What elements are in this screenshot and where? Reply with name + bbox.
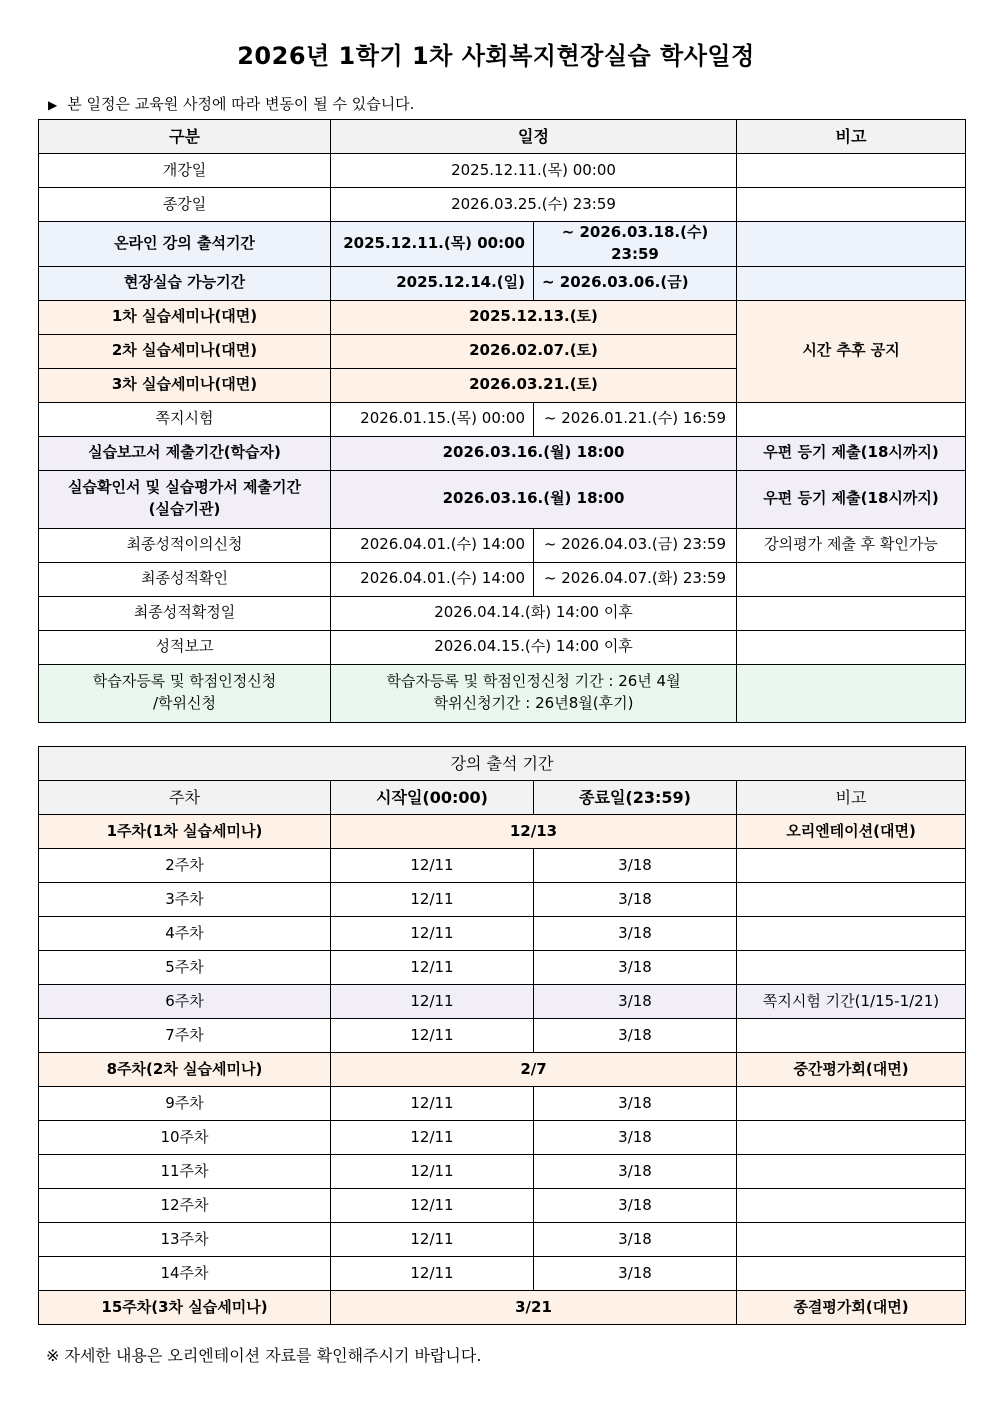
attendance-row [39,1223,966,1257]
row-practice [39,266,966,300]
week-end: 3/18 [534,883,737,917]
week-note: 종결평가회(대면) [737,1291,966,1325]
row-label-line-1: 실습확인서 및 실습평가서 제출기간 [67,478,302,497]
week-note [737,849,966,883]
row-date: 2026.04.14.(화) 14:00 이후 [331,596,737,630]
week-end: 3/18 [534,917,737,951]
row-quiz [39,402,966,436]
attendance-row [39,951,966,985]
row-date-line-2: 학위신청기간 : 26년8월(후기) [433,694,634,712]
week-note [737,1121,966,1155]
attendance-row [39,985,966,1019]
week-note: 오리엔테이션(대면) [737,815,966,849]
week-cell: 13주차 [39,1223,331,1257]
row-date [331,664,737,722]
row-report [39,436,966,470]
attendance-row [39,917,966,951]
week-start: 12/11 [331,917,534,951]
attendance-row [39,1257,966,1291]
attendance-row [39,1019,966,1053]
row-open [39,154,966,188]
header-note: 비고 [737,120,966,154]
schedule-header-row [39,120,966,154]
row-date: 2026.04.15.(수) 14:00 이후 [331,630,737,664]
attendance-row [39,1189,966,1223]
attendance-header-row [39,781,966,815]
week-start: 12/11 [331,1121,534,1155]
row-label-line-2: /학위신청 [152,694,216,712]
row-end: ~ 2026.04.07.(화) 23:59 [534,562,737,596]
row-start: 2026.01.15.(목) 00:00 [331,402,534,436]
attendance-rows [39,815,966,1325]
row-confirm [39,470,966,528]
week-note: 중간평가회(대면) [737,1053,966,1087]
week-end: 3/18 [534,1019,737,1053]
week-cell: 6주차 [39,985,331,1019]
week-cell: 4주차 [39,917,331,951]
row-start: 2026.04.01.(수) 14:00 [331,562,534,596]
row-start: 2025.12.11.(목) 00:00 [331,222,534,267]
row-label: 종강일 [39,188,331,222]
attendance-row [39,815,966,849]
row-date: 2026.03.25.(수) 23:59 [331,188,737,222]
notice-text: 본 일정은 교육원 사정에 따라 변동이 될 수 있습니다. [67,95,415,113]
row-note [737,222,966,267]
week-cell: 8주차(2차 실습세미나) [39,1053,331,1087]
row-label-line-2: (실습기관) [148,500,221,518]
header-note: 비고 [737,781,966,815]
triangle-bullet-icon: ▶ [48,98,58,112]
attendance-row [39,1087,966,1121]
row-start: 2026.04.01.(수) 14:00 [331,528,534,562]
week-start: 12/11 [331,1257,534,1291]
row-label: 현장실습 가능기간 [39,266,331,300]
row-note [737,266,966,300]
row-grade-check [39,562,966,596]
attendance-row [39,1155,966,1189]
week-start: 12/11 [331,849,534,883]
attendance-table [38,746,966,1325]
week-end: 3/18 [534,1189,737,1223]
row-label: 온라인 강의 출석기간 [39,222,331,267]
row-note [737,402,966,436]
page-title: 2026년 1학기 1차 사회복지현장실습 학사일정 [237,42,755,70]
week-start: 12/11 [331,951,534,985]
week-start: 12/11 [331,1087,534,1121]
row-label [39,664,331,722]
row-note: 우편 등기 제출(18시까지) [737,470,966,528]
header-date: 일정 [331,120,737,154]
week-cell: 9주차 [39,1087,331,1121]
row-label [39,470,331,528]
week-note [737,1223,966,1257]
week-end: 3/18 [534,849,737,883]
row-end: ~ 2026.04.03.(금) 23:59 [534,528,737,562]
row-date: 2025.12.13.(토) [331,300,737,334]
row-date: 2026.03.16.(월) 18:00 [331,470,737,528]
schedule-notice [48,93,414,114]
attendance-row [39,1291,966,1325]
row-label: 3차 실습세미나(대면) [39,368,331,402]
row-label-line-1: 학습자등록 및 학점인정신청 [92,672,277,691]
week-date: 3/21 [331,1291,737,1325]
row-seminar-1 [39,300,966,334]
row-attendance [39,222,966,267]
row-label: 최종성적이의신청 [39,528,331,562]
week-cell: 3주차 [39,883,331,917]
week-cell: 7주차 [39,1019,331,1053]
attendance-row [39,883,966,917]
week-end: 3/18 [534,1155,737,1189]
week-end: 3/18 [534,1087,737,1121]
week-start: 12/11 [331,1019,534,1053]
row-note [737,188,966,222]
week-start: 12/11 [331,883,534,917]
week-end: 3/18 [534,1223,737,1257]
week-date: 2/7 [331,1053,737,1087]
week-cell: 14주차 [39,1257,331,1291]
row-date: 2026.03.21.(토) [331,368,737,402]
header-start: 시작일(00:00) [331,781,534,815]
footnote: ※ 자세한 내용은 오리엔테이션 자료를 확인해주시기 바랍니다. [46,1346,482,1365]
week-note [737,1189,966,1223]
week-cell: 10주차 [39,1121,331,1155]
row-grade-report [39,630,966,664]
row-note [737,630,966,664]
seminar-note: 시간 추후 공지 [737,300,966,402]
week-start: 12/11 [331,985,534,1019]
week-cell: 1주차(1차 실습세미나) [39,815,331,849]
row-start: 2025.12.14.(일) [331,266,534,300]
row-label: 실습보고서 제출기간(학습자) [39,436,331,470]
attendance-title: 강의 출석 기간 [39,747,966,781]
week-note: 쪽지시험 기간(1/15-1/21) [737,985,966,1019]
row-close [39,188,966,222]
row-label: 성적보고 [39,630,331,664]
row-label: 1차 실습세미나(대면) [39,300,331,334]
row-label: 쪽지시험 [39,402,331,436]
week-end: 3/18 [534,1257,737,1291]
header-end: 종료일(23:59) [534,781,737,815]
week-cell: 11주차 [39,1155,331,1189]
week-note [737,1087,966,1121]
row-label: 개강일 [39,154,331,188]
row-note [737,562,966,596]
week-note [737,1155,966,1189]
row-note: 강의평가 제출 후 확인가능 [737,528,966,562]
row-objection [39,528,966,562]
row-note [737,154,966,188]
week-start: 12/11 [331,1155,534,1189]
row-end: ~ 2026.03.18.(수) 23:59 [534,222,737,267]
attendance-row [39,1053,966,1087]
row-label: 2차 실습세미나(대면) [39,334,331,368]
week-end: 3/18 [534,951,737,985]
row-date: 2026.03.16.(월) 18:00 [331,436,737,470]
row-end: ~ 2026.01.21.(수) 16:59 [534,402,737,436]
week-end: 3/18 [534,985,737,1019]
row-end: ~ 2026.03.06.(금) [534,266,737,300]
week-start: 12/11 [331,1189,534,1223]
week-start: 12/11 [331,1223,534,1257]
schedule-table [38,119,966,723]
attendance-title-row [39,747,966,781]
week-cell: 15주차(3차 실습세미나) [39,1291,331,1325]
week-date: 12/13 [331,815,737,849]
row-date: 2026.02.07.(토) [331,334,737,368]
row-note [737,596,966,630]
week-note [737,1019,966,1053]
week-end: 3/18 [534,1121,737,1155]
attendance-row [39,849,966,883]
attendance-row [39,1121,966,1155]
week-cell: 12주차 [39,1189,331,1223]
week-cell: 5주차 [39,951,331,985]
week-cell: 2주차 [39,849,331,883]
row-registration [39,664,966,722]
row-label: 최종성적확인 [39,562,331,596]
week-note [737,951,966,985]
header-category: 구분 [39,120,331,154]
week-note [737,883,966,917]
week-note [737,917,966,951]
row-date-line-1: 학습자등록 및 학점인정신청 기간 : 26년 4월 [386,672,681,691]
row-note [737,664,966,722]
row-grade-fix [39,596,966,630]
week-note [737,1257,966,1291]
row-note: 우편 등기 제출(18시까지) [737,436,966,470]
header-week: 주차 [39,781,331,815]
row-date: 2025.12.11.(목) 00:00 [331,154,737,188]
row-label: 최종성적확정일 [39,596,331,630]
